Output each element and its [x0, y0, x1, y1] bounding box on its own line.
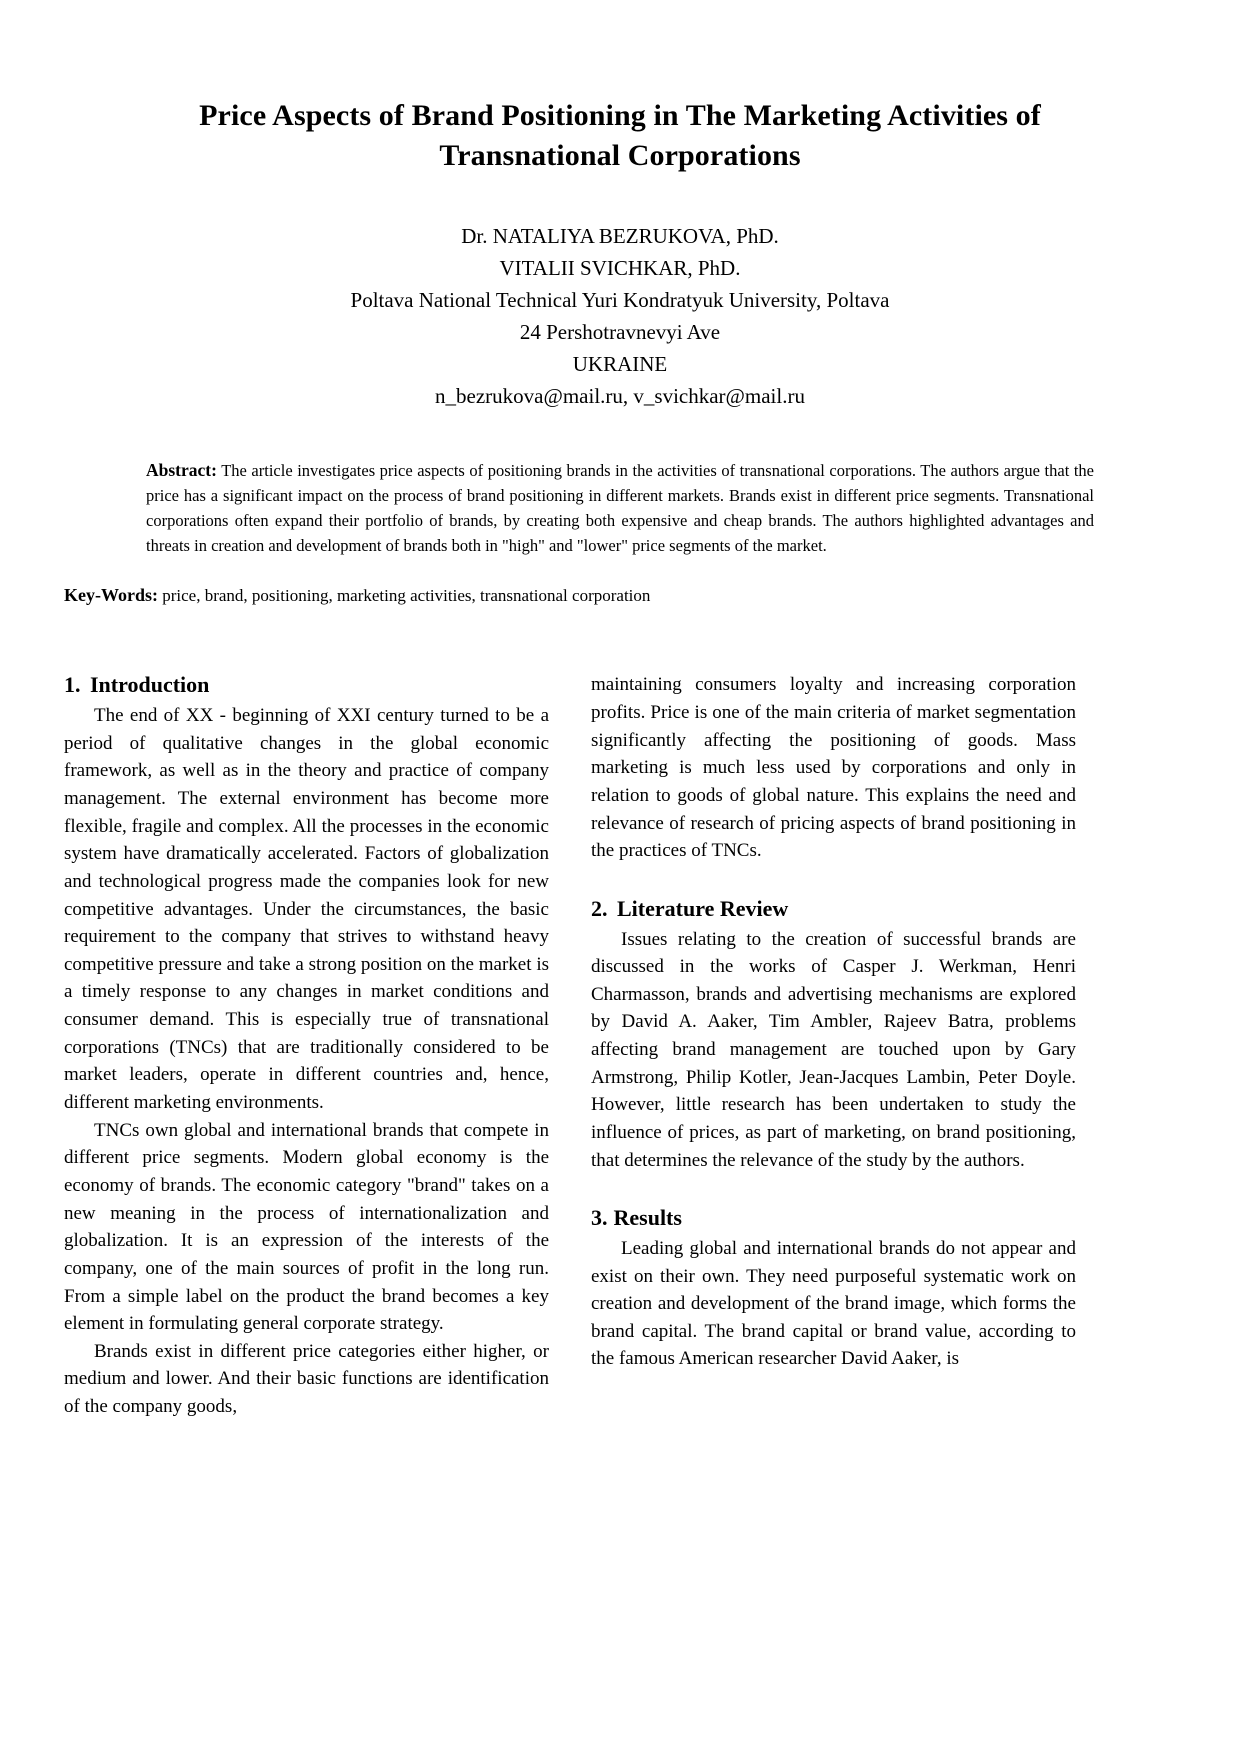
- affiliation: Poltava National Technical Yuri Kondratyuk University, Poltava: [350, 288, 890, 312]
- left-column: [64, 671, 549, 1420]
- keywords-block: [64, 582, 1176, 609]
- street-address: 24 Pershotravnevyi Ave: [519, 319, 721, 344]
- abstract-block: [146, 457, 1094, 559]
- page-title: Price Aspects of Brand Positioning in The Marketing Activities of Transnational Corporations: [199, 99, 1041, 172]
- section-number-3: 3.: [591, 1205, 608, 1231]
- section-heading-results: [591, 1204, 1076, 1233]
- body-columns: [64, 671, 1176, 1420]
- author-emails: n_bezrukova@mail.ru, v_svichkar@mail.ru: [435, 383, 805, 408]
- author-name-2: VITALII SVICHKAR, PhD.: [499, 256, 741, 281]
- paragraph-literature-1: Issues relating to the creation of successful brands are discussed in the works of Casper J. Werkman, Henri Charmasson, brands and advertising mechanisms are explored by David A. Aaker, Tim Ambler, Rajeev Batra, problems affecting brand management are touched upon by Gary Armstrong, Philip Kotler, Jean-Jacques Lambin, Peter Doyle. However, little research has been undertaken to study the influence of prices, as part of marketing, on brand positioning, that determines the relevance of the study by the authors.: [591, 928, 1076, 1171]
- paragraph-results-1: Leading global and international brands do not appear and exist on their own. They need purposeful systematic work on creation and development of the brand image, which forms the brand capital. The brand capital or brand value, according to the famous American researcher David Aaker, is: [591, 1237, 1076, 1370]
- section-title-1: Introduction: [90, 672, 210, 698]
- author-name-1: Dr. NATALIYA BEZRUKOVA, PhD.: [461, 224, 779, 249]
- paragraph-intro-3: Brands exist in different price categories either higher, or medium and lower. And their basic functions are identification of the company goods,: [64, 1340, 549, 1418]
- section-title-2: Literature Review: [617, 895, 789, 921]
- paragraph-intro-1: The end of XX - beginning of XXI century turned to be a period of qualitative changes in the global economic framework, as well as in the theory and practice of company management. The external environment has become more flexible, fragile and complex. All the processes in the economic system have dramatically accelerated. Factors of globalization and technological progress made the companies look for new competitive advantages. Under the circumstances, the basic requirement to the company that strives to withstand heavy competitive pressure and take a strong position on the market is a timely response to any changes in market conditions and consumer demand. This is especially true of transnational corporations (TNCs) that are traditionally considered to be market leaders, operate in different countries and, hence, different marketing environments.: [64, 705, 549, 1114]
- keywords-text: price, brand, positioning, marketing activities, transnational corporation: [162, 586, 651, 606]
- paragraph-intro-continuation: maintaining consumers loyalty and increasing corporation profits. Price is one of the main criteria of market segmentation significantly affecting the positioning of goods. Mass marketing is much less used by corporations and only in relation to goods of global nature. This explains the need and relevance of research of pricing aspects of brand positioning in the practices of TNCs.: [591, 674, 1076, 862]
- section-heading-introduction: [64, 671, 549, 700]
- section-number-1: 1.: [64, 672, 81, 698]
- keywords-label: Key-Words:: [64, 585, 158, 606]
- abstract-label: Abstract:: [146, 459, 217, 480]
- right-column: [591, 671, 1076, 1373]
- paragraph-intro-2: TNCs own global and international brands that compete in different price segments. Modern global economy is the economy of brands. The economic category "brand" takes on a new meaning in the process of internationalization and globalization. It is an expression of the interests of the company, one of the main sources of profit in the long run. From a simple label on the product the brand becomes a key element in formulating general corporate strategy.: [64, 1119, 549, 1335]
- country: UKRAINE: [572, 351, 668, 376]
- section-title-3: Results: [613, 1205, 682, 1231]
- section-heading-literature-review: [591, 895, 1076, 924]
- title-block: [64, 0, 1176, 175]
- author-block: [64, 221, 1176, 412]
- abstract-text: The article investigates price aspects of positioning brands in the activities of transnational corporations. The authors argue that the price has a significant impact on the process of brand positioning in different markets. Brands exist in different price segments. Transnational corporations often expand their portfolio of brands, by creating both expensive and cheap brands. The authors highlighted advantages and threats in creation and development of brands both in "high" and "lower" price segments of the market.: [146, 460, 1094, 556]
- section-number-2: 2.: [591, 895, 608, 921]
